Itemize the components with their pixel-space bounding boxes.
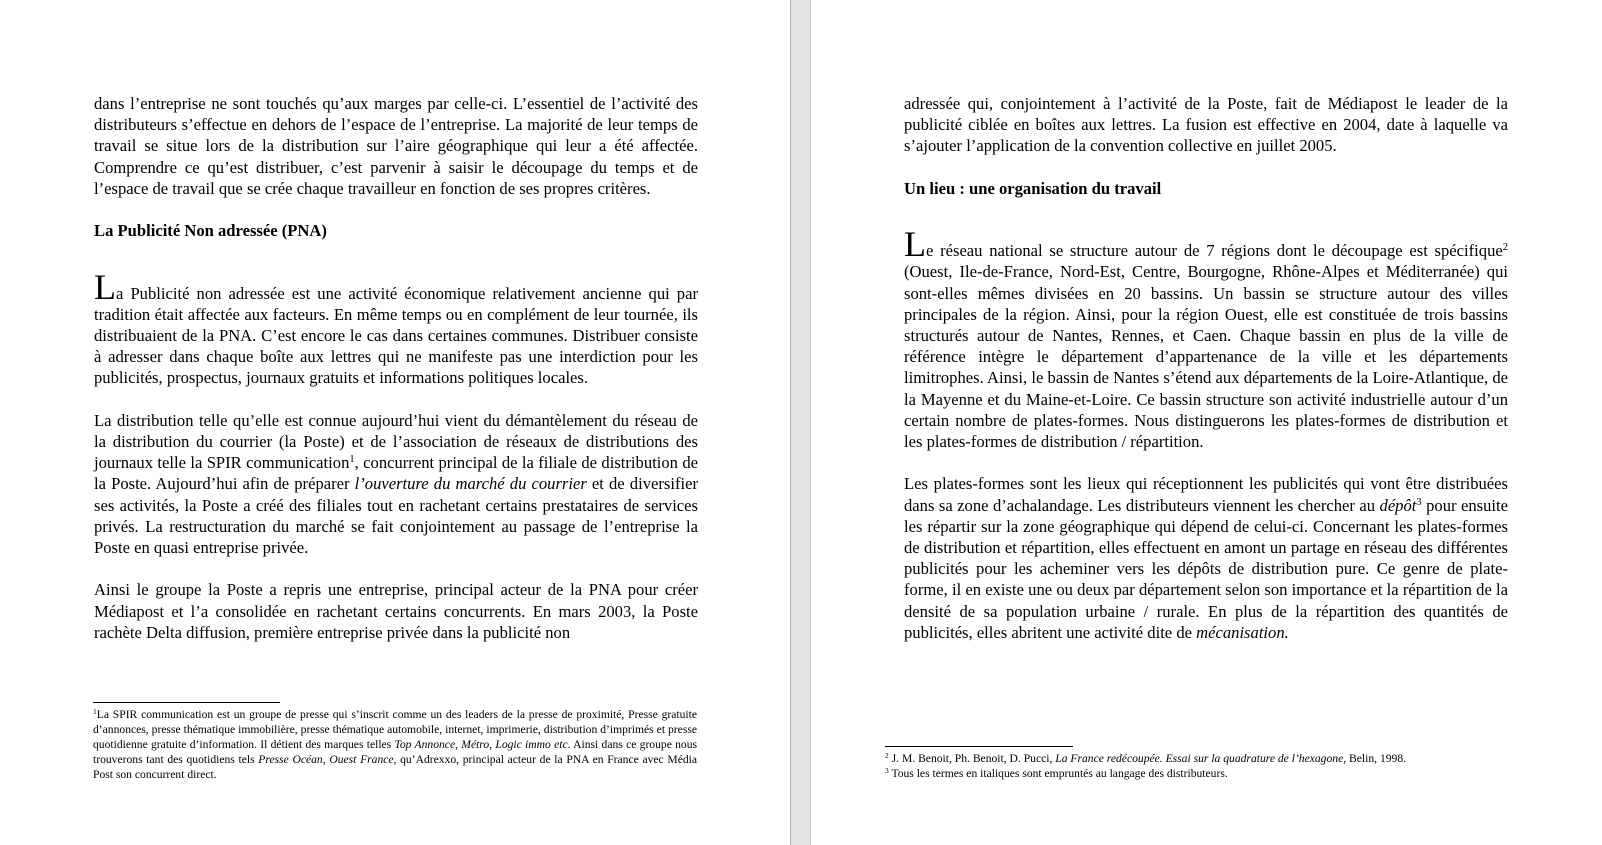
footnote-ref-2[interactable]: 2 <box>1502 242 1508 254</box>
paragraph-text: e réseau national se structure autour de 7 régions dont le découpage est spécifique <box>926 241 1503 261</box>
paragraph-text: (Ouest, Ile-de-France, Nord-Est, Centre, Bourgogne, Rhône-Alpes et Méditerranée) qui sont-elles mêmes divisées en 20 bassins. Un bassin se structure autour des villes principales de la région. Ainsi, pour la région Ouest, elle est constituée de trois bassins structurés autour de Nantes, Rennes, et Caen. Chaque bassin en plus de la ville de référence intègre le département d’appartenance de la ville et les départements limitrophes. Ainsi, le bassin de Nantes s’étend aux départements de la Loire-Atlantique, de la Mayenne et du Maine-et-Loire. Ce bassin structure son activité industrielle autour d’un certain nombre de plates-formes. Nous distinguerons les plates-formes de distribution et les plates-formes de distribution / répartition. <box>904 262 1508 452</box>
paragraph-text: pour ensuite les répartir sur la zone géographique qui dépend de celui-ci. Concernant les plates-formes de distribution et répartition, elles effectuent en amont un partage en réseau des différentes publicités pour les acheminer vers les dépôts de distribution pure. Ce genre de plate-forme, il en existe une ou deux par département selon son importance et la répartition de la densité de sa population urbaine / rurale. En plus de la répartition des quantités de publicités, elles abritent une activité dite de <box>904 495 1509 642</box>
paragraph-text: La distribution telle qu’elle est connue aujourd’hui vient du démantèlement du réseau de la distribution du courrier (la Poste) et de l’association de réseaux de distributions des journaux telle la SPIR communication <box>94 410 698 473</box>
paragraph <box>904 473 1508 643</box>
italic-text: mécanisation. <box>1196 622 1289 642</box>
footnote-2 <box>885 752 1489 767</box>
footnote-text: , <box>489 737 496 751</box>
paragraph-text: et de diversifier ses activités, la Poste a créé des filiales tout en rachetant certains prestataires de services privés. La restructuration du marché se fait conjointement au passage de l’entreprise la Poste en quasi entreprise privée. <box>94 474 698 558</box>
footnote-text: , <box>455 737 462 751</box>
page-body <box>904 93 1508 643</box>
paragraph-text: a Publicité non adressée est une activité économique relativement ancienne qui par tradition était affectée aux facteurs. En même temps ou en complément de leur tournée, ils distribuaient de la PNA. C’est encore le cas dans certaines communes. Distribuer consiste à adresser dans chaque boîte aux lettres qui ne manifeste pas une interdiction pour les publicités, prospectus, journaux gratuits et informations politiques locales. <box>94 283 698 388</box>
paragraph: dans l’entreprise ne sont touchés qu’aux marges par celle-ci. L’essentiel de l’activité des distributeurs s’effectue en dehors de l’espace de l’entreprise. La majorité de leur temps de travail se situe lors de la distribution sur l’aire géographique qui leur a été affectée. Comprendre ce qu’est distribuer, c’est parvenir à saisir le découpage du temps et de l’espace de travail que se crée chaque travailleur en fonction de ses propres critères. <box>94 94 698 198</box>
footnote-text: La SPIR communication est un groupe de presse qui s’inscrit comme un des leaders de la presse de proximité, Presse gratuite d’annonces, presse thématique immobilière, presse thématique automobile, internet, imprimerie, distribution d’imprimés et presse quotidienne gratuite d’information. Il détient des marques telles <box>93 708 697 751</box>
paragraph-text: Les plates-formes sont les lieux qui réceptionnent les publicités qui vont être distribuées dans sa zone d’achalandage. Les distributeurs viennent les chercher au <box>904 474 1508 515</box>
italic-text: Presse Océan <box>258 752 323 766</box>
document-page-right <box>811 0 1602 845</box>
footnote-text: . Ainsi dans ce groupe nous trouverons tant des quotidiens tels <box>93 737 698 766</box>
footnotes <box>93 708 697 783</box>
italic-text: La France redécoupée. Essai sur la quadrature de l’hexagone <box>1055 752 1344 765</box>
footnote-1 <box>93 708 697 783</box>
page-body <box>94 93 698 643</box>
paragraph <box>94 263 698 389</box>
paragraph: adressée qui, conjointement à l’activité de la Poste, fait de Médiapost le leader de la publicité ciblée en boîtes aux lettres. La fusion est effective en 2004, date à laquelle va s’ajouter l’application de la convention collective en juillet 2005. <box>904 94 1508 156</box>
italic-text: dépôt <box>1379 495 1417 515</box>
italic-text: Métro <box>461 737 490 751</box>
footnotes <box>885 752 1489 782</box>
footnote-number: 3 <box>885 765 889 775</box>
italic-text: l’ouverture du marché du courrier <box>354 474 587 494</box>
footnote-number: 2 <box>885 751 889 760</box>
footnote-number: 1 <box>93 707 97 716</box>
footnote-text: , <box>322 752 330 766</box>
footnote-separator <box>885 746 1073 747</box>
paragraph-text: , concurrent principal de la filiale de distribution de la Poste. Aujourd’hui afin de préparer <box>94 453 698 494</box>
section-heading: La Publicité Non adressée (PNA) <box>94 221 327 241</box>
footnote-text: Tous les termes en italiques sont empruntés au langage des distributeurs. <box>888 766 1228 780</box>
paragraph <box>904 220 1508 452</box>
footnote-text: , Belin, 1998. <box>1343 752 1407 765</box>
footnote-ref-3[interactable]: 3 <box>1416 496 1422 508</box>
footnote-text: J. M. Benoit, Ph. Benoit, D. Pucci, <box>888 752 1056 765</box>
section-heading: Un lieu : une organisation du travail <box>904 178 1162 198</box>
page-gutter <box>790 0 811 845</box>
italic-text: Ouest France <box>329 752 394 766</box>
footnote-text: , qu’Adrexxo, principal acteur de la PNA en France avec Média Post son concurrent direct. <box>93 752 697 781</box>
document-page-left <box>0 0 790 845</box>
footnote-3 <box>885 767 1489 782</box>
footnote-separator <box>93 702 280 703</box>
drop-cap: L <box>94 266 116 307</box>
drop-cap: L <box>904 224 926 265</box>
footnote-ref-1[interactable]: 1 <box>349 454 355 466</box>
italic-text: Top Annonce <box>394 737 456 751</box>
paragraph: Ainsi le groupe la Poste a repris une entreprise, principal acteur de la PNA pour créer Médiapost et l’a consolidée en rachetant certains concurrents. En mars 2003, la Poste rachète Delta diffusion, première entreprise privée dans la publicité non <box>94 580 698 642</box>
italic-text: Logic immo etc <box>495 737 568 751</box>
paragraph <box>94 410 698 558</box>
